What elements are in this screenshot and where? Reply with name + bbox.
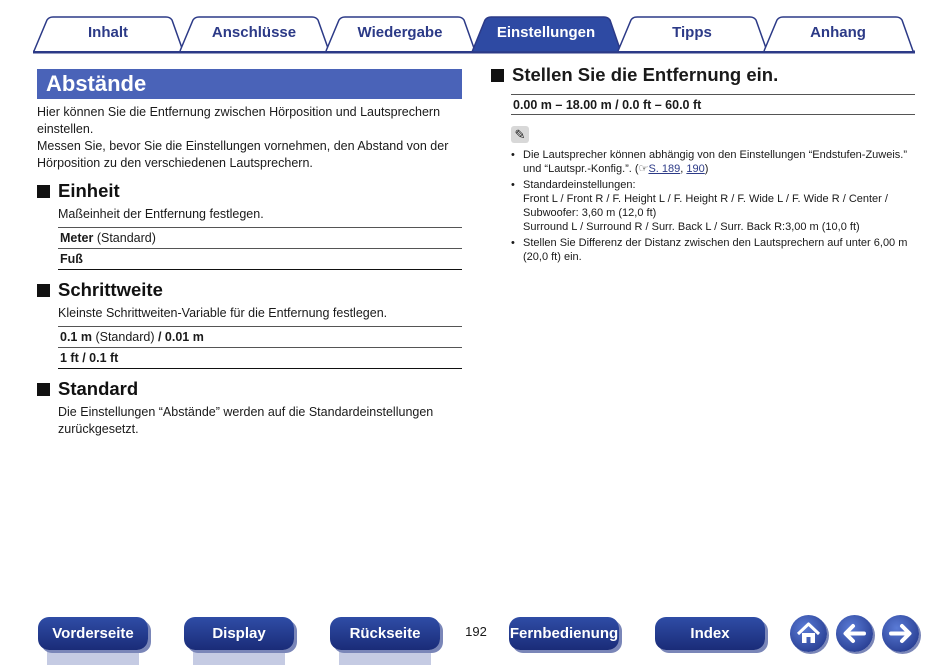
distance-range: 0.00 m – 18.00 m / 0.0 ft – 60.0 ft — [511, 94, 915, 115]
schrittweite-options-table — [58, 326, 462, 369]
tab-wiedergabe[interactable]: Wiedergabe — [357, 24, 443, 41]
square-bullet-icon — [37, 185, 50, 198]
arrow-right-icon — [882, 615, 919, 652]
option-metric-step-default: (Standard) — [91, 330, 158, 344]
section-schrittweite-title: Schrittweite — [58, 279, 163, 300]
notes-list — [511, 148, 911, 266]
note-2-line-1: Front L / Front R / F. Height L / F. Height R / F. Wide L / F. Wide R / Center / Subwoofer: 3,60 m (12,0 ft) — [523, 193, 888, 219]
distance-heading — [491, 64, 778, 86]
note-3-text: Stellen Sie Differenz der Distanz zwischen den Lautsprechern auf unter 6,00 m (20,0 ft) ein. — [523, 237, 908, 263]
option-row-imperial-step — [58, 347, 462, 369]
section-standard-desc: Die Einstellungen “Abstände” werden auf die Standardeinstellungen zurückgesetzt. — [58, 405, 434, 436]
tab-einstellungen[interactable]: Einstellungen — [496, 24, 596, 41]
intro-paragraph-1: Hier können Sie die Entfernung zwischen Hörposition und Lautsprechern einstellen. — [37, 105, 441, 136]
option-metric-step-label: 0.1 m — [60, 330, 92, 344]
display-button[interactable]: Display — [184, 617, 294, 650]
page-link-189[interactable]: S. 189 — [648, 163, 681, 175]
option-metric-step-alt: / 0.01 m — [157, 330, 204, 344]
reference-hand-icon: ☞ — [638, 163, 649, 175]
fernbedienung-button[interactable]: Fernbedienung — [509, 617, 619, 650]
square-bullet-icon — [37, 383, 50, 396]
section-standard-heading — [37, 378, 138, 400]
einheit-options-table — [58, 227, 462, 270]
tab-anschluesse[interactable]: Anschlüsse — [211, 24, 297, 41]
square-bullet-icon — [37, 284, 50, 297]
section-einheit-title: Einheit — [58, 180, 120, 201]
note-2-line-2: Surround L / Surround R / Surr. Back L / Surr. Back R:3,00 m (10,0 ft) — [523, 221, 860, 233]
button-shadow — [47, 651, 139, 665]
note-item: • Standardeinstellungen: Front L / Front R / F. Height L / F. Height R / F. Wide L / F. Wide R / Center / Subwoofer: 3,60 m (12,0 ft) Surround L / Surround R / Surr. Back L / Surr. Back R:3,00 m (10,0 ft) — [511, 179, 888, 233]
section-einheit-heading — [37, 180, 120, 202]
note-1-text: Die Lautsprecher können abhängig von den Einstellungen “Endstufen-Zuweis.” und “Lautspr.-Konfig.”. ( — [523, 149, 908, 175]
index-button[interactable]: Index — [655, 617, 765, 650]
option-row-metric-step — [58, 326, 462, 347]
button-shadow — [339, 651, 431, 665]
note-1-end: ) — [704, 163, 709, 175]
arrow-left-icon — [836, 615, 873, 652]
rueckseite-button[interactable]: Rückseite — [330, 617, 440, 650]
section-schrittweite-desc: Kleinste Schrittweiten-Variable für die Entfernung festlegen. — [58, 306, 388, 320]
note-item: • Die Lautsprecher können abhängig von den Einstellungen “Endstufen-Zuweis.” und “Lautspr.-Konfig.”. (☞S. 189, 190) — [511, 149, 908, 175]
tab-anhang[interactable]: Anhang — [810, 24, 866, 41]
pencil-icon: ✎ — [511, 126, 529, 143]
home-icon — [790, 615, 827, 652]
page-title: Abstände — [37, 69, 462, 99]
top-tab-bar — [0, 0, 950, 56]
page-link-190[interactable]: 190 — [686, 163, 705, 175]
intro-paragraph-2: Messen Sie, bevor Sie die Einstellungen vornehmen, den Abstand von der Hörposition zu den verschiedenen Lautsprechern. — [37, 139, 449, 170]
note-item: • Stellen Sie Differenz der Distanz zwischen den Lautsprechern auf unter 6,00 m (20,0 ft) ein. — [511, 236, 911, 264]
note-2-title: Standardeinstellungen: — [523, 179, 636, 191]
tab-tipps[interactable]: Tipps — [672, 24, 712, 41]
back-button[interactable] — [836, 615, 873, 652]
distance-heading-text: Stellen Sie die Entfernung ein. — [512, 64, 779, 85]
vorderseite-button[interactable]: Vorderseite — [38, 617, 148, 650]
square-bullet-icon — [491, 69, 504, 82]
tab-inhalt[interactable]: Inhalt — [88, 24, 128, 41]
section-schrittweite-heading — [37, 279, 163, 301]
option-row-meter — [58, 227, 462, 248]
option-fuss-label: Fuß — [60, 252, 83, 266]
option-row-fuss — [58, 248, 462, 270]
button-shadow — [193, 651, 285, 665]
option-meter-label: Meter — [60, 231, 94, 245]
option-meter-default: (Standard) — [93, 231, 156, 245]
section-standard-title: Standard — [58, 378, 139, 399]
home-button[interactable] — [790, 615, 827, 652]
link-separator: , — [680, 163, 687, 175]
option-imperial-step-label: 1 ft / 0.1 ft — [60, 351, 119, 365]
page-number: 192 — [465, 624, 487, 639]
forward-button[interactable] — [882, 615, 919, 652]
section-einheit-desc: Maßeinheit der Entfernung festlegen. — [58, 207, 264, 221]
